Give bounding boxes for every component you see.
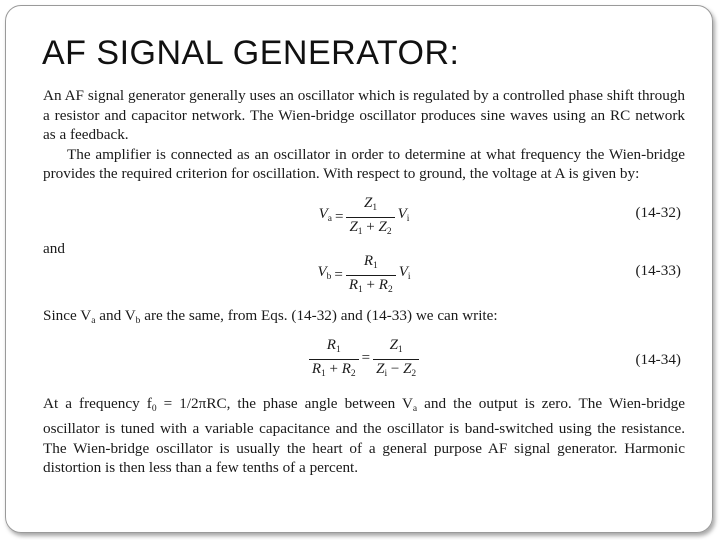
equation-number: (14-32) [635,203,681,221]
equation-14-32 [43,184,685,242]
paragraph-frequency: At a frequency $f_0 = 1/2\pi RC$, the phase angle between $V_a$ and the output is zero. The Wien-bridge oscillator is tuned with a variable capacitance and the oscillator is band-switched using the resistance. The Wien-bridge oscillator is usually the heart of a general purpose AF signal generator. Harmonic distortion is then less than a few tenths of a percent. [43,394,686,477]
equation-number: (14-34) [635,350,681,368]
equation-14-34-math: $\frac{R_1}{R_1 + R_2}$ = $\frac{Z_1}{Z_i - Z_2}$ [309,336,419,383]
and-text: and [43,239,65,257]
paragraph-since: Since $V_a$ and $V_b$ are the same, from Eqs. (14-32) and (14-33) we can write: [43,306,498,326]
equation-14-33-math: $V_b$ = $\frac{R_1}{R_1 + R_2}$ $V_i$ [317,252,410,299]
equation-14-34 [43,332,685,394]
slide-body [43,86,685,478]
equation-14-32-math: $V_a$ = $\frac{Z_1}{Z_1 + Z_2}$ $V_i$ [319,194,410,241]
equation-14-33 [43,239,685,300]
equation-number: (14-33) [635,261,681,279]
paragraph-amplifier: The amplifier is connected as an oscillator in order to determine at what frequency the Wien-bridge provides the required criterion for oscillation. With respect to ground, the voltage at A is given by: [43,145,685,183]
slide-title: AF SIGNAL GENERATOR: [42,34,460,72]
paragraph-intro: An AF signal generator generally uses an oscillator which is regulated by a controlled phase shift through a resistor and capacitor network. The Wien-bridge oscillator produces sine waves using an RC network as a feedback. [43,87,685,144]
